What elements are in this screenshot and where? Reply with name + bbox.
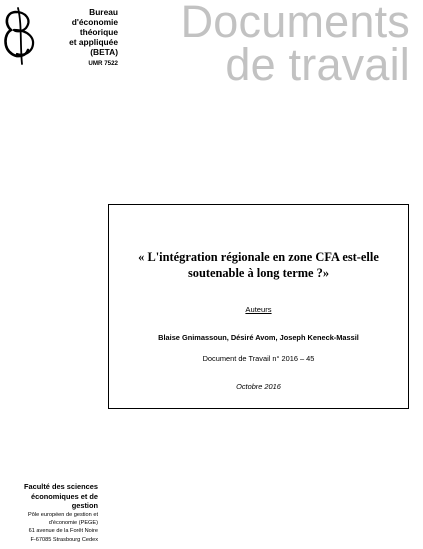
faculty-name: [2, 482, 98, 511]
faculty-address-block: [2, 482, 98, 544]
address-line: d'économie (PEGE): [48, 519, 98, 526]
address-line: F-67085 Strasbourg Cedex: [30, 536, 98, 543]
faculty-name-line: gestion: [71, 501, 98, 510]
postal-address: [2, 511, 98, 545]
beta-line: d'économie: [71, 17, 118, 27]
document-number: Document de Travail n° 2016 – 45: [202, 354, 315, 363]
paper-title-line-1: « L'intégration régionale en zone CFA est-elle: [138, 250, 379, 264]
series-title: [180, 0, 410, 90]
beta-name-block: [40, 7, 118, 68]
beta-line: et appliquée: [69, 37, 118, 47]
address-line: Pôle européen de gestion et: [28, 511, 98, 518]
umr-code: UMR 7522: [88, 60, 118, 67]
paper-title-line-2: soutenable à long terme ?»: [187, 266, 330, 280]
faculty-name-line: Faculté des sciences: [24, 482, 98, 491]
paper-title: [117, 249, 400, 281]
series-title-line-2: de travail: [225, 39, 410, 90]
beta-line: (BETA): [90, 47, 118, 57]
authors-label: Auteurs: [245, 305, 272, 314]
faculty-name-line: économiques et de: [31, 491, 98, 501]
beta-line: Bureau: [89, 7, 118, 17]
authors-list: Blaise Gnimassoun, Désiré Avom, Joseph Keneck-Massil: [158, 333, 359, 342]
beta-logo-icon: [2, 4, 42, 66]
address-line: 61 avenue de la Forêt Noire: [28, 528, 98, 535]
cover-frame: [108, 204, 409, 409]
series-title-line-1: Documents: [180, 0, 410, 47]
beta-line: théorique: [79, 27, 118, 37]
publication-date: Octobre 2016: [236, 382, 281, 391]
